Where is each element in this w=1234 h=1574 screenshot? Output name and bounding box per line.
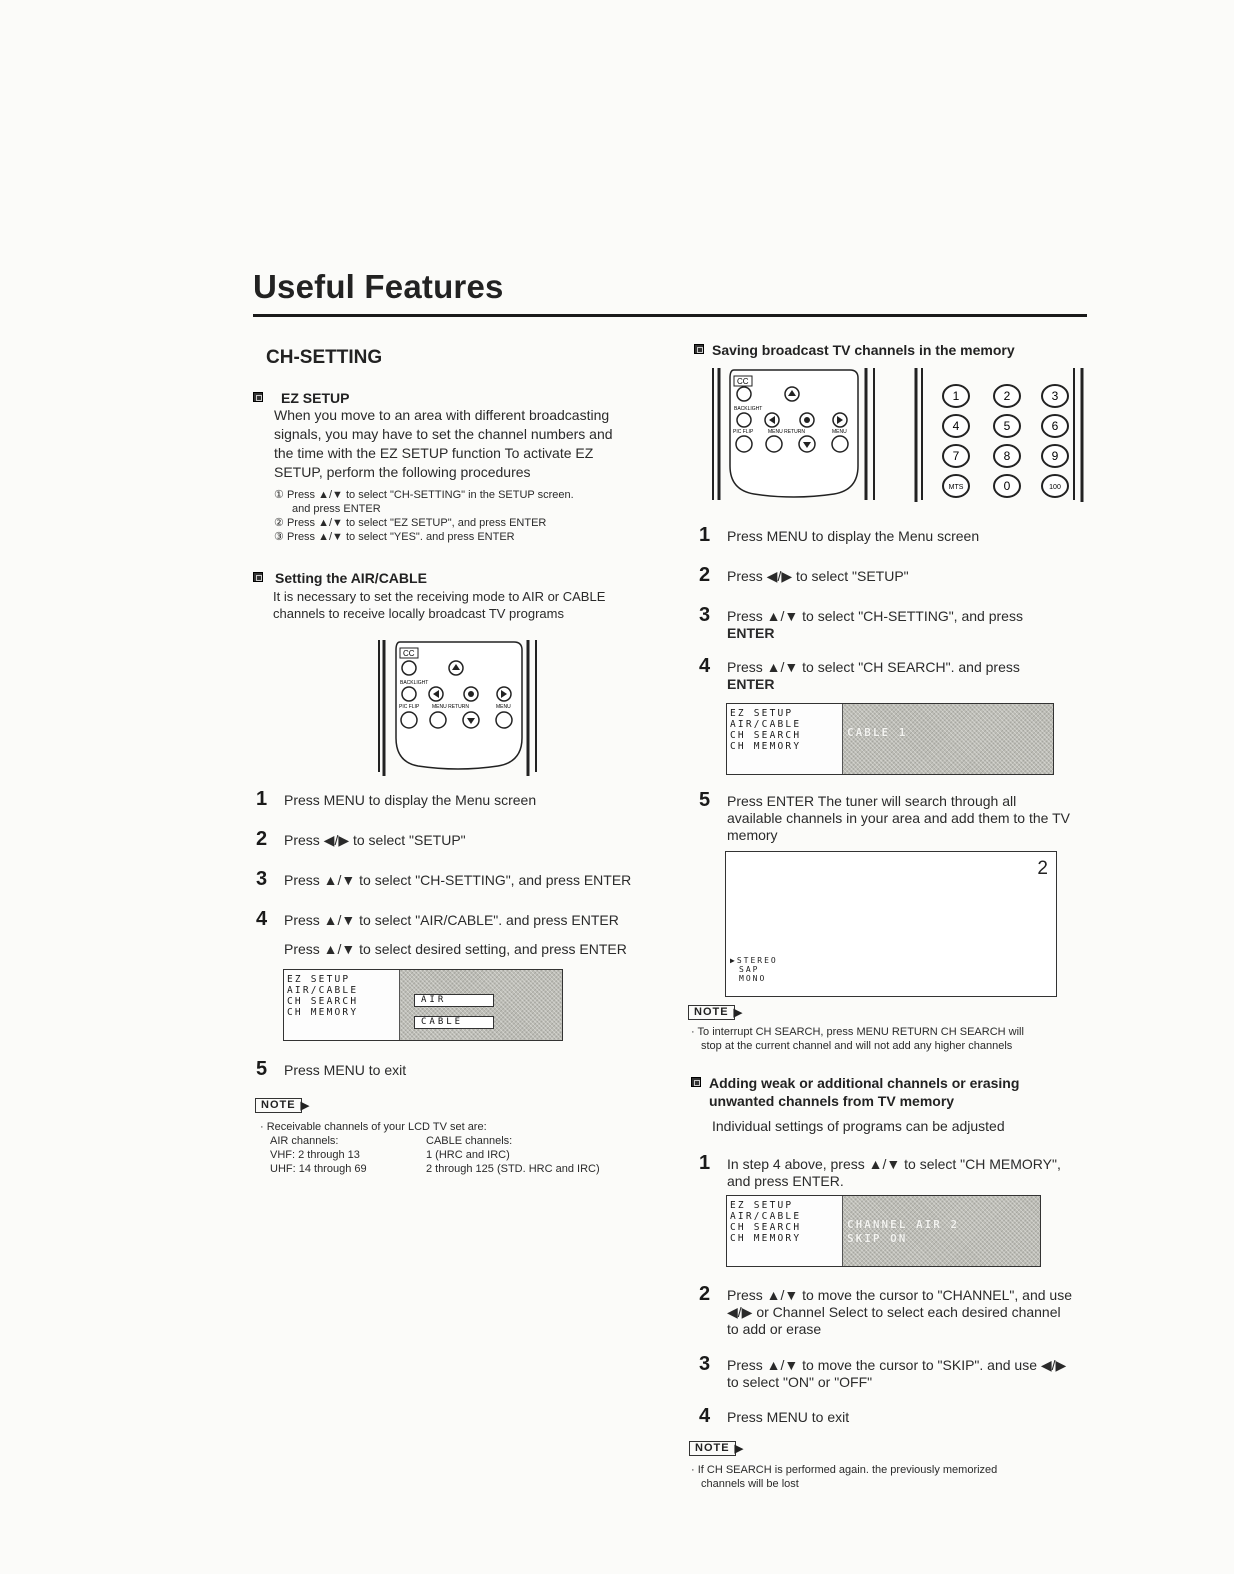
step-item: 3 Press ▲/▼ to select "CH-SETTING", and press ENTER [699,604,1023,641]
step-item: 5 Press ENTER The tuner will search through all available channels in your area and add them to the TV memory [699,789,1070,843]
step-item: 1 In step 4 above, press ▲/▼ to select "CH MEMORY", and press ENTER. [699,1152,1061,1189]
pic-flip-label: PIC FLIP [399,704,420,710]
substep-3: ③ Press ▲/▼ to select "YES". and press ENTER [274,531,515,543]
air-cable-heading: Setting the AIR/CABLE [253,569,427,587]
step-item: 1 Press MENU to display the Menu screen [256,788,537,810]
audio-mode-list: ▶STEREO SAP MONO [730,956,778,983]
ez-setup-body: When you move to an area with different broadcasting signals, you may have to set the channel numbers and the time with the EZ SETUP function To activate EZ SETUP, perform the following procedures [274,407,613,480]
key-2: 2 [1003,389,1011,403]
cc-label: CC [403,649,415,658]
osd-ghost-skip: SKIP ON [847,1232,908,1245]
step-item: 4 Press ▲/▼ to select "CH SEARCH". and press ENTER [699,655,1020,692]
osd-option-air: AIR [414,994,494,1007]
osd-air-cable [283,969,563,1041]
step-item: 2 Press ◀/▶ to select "SETUP" [256,828,466,850]
svg-text:MENU RETURN: MENU RETURN [768,429,805,435]
menu-label: MENU [496,704,511,710]
receivable-channels-note: · Receivable channels of your LCD TV set are: AIR channels: CABLE channels: VHF: 2 through 13 1 (HRC and IRC) UHF: 14 through 69 2 through 125 (STD. HRC and IRC) [260,1121,600,1175]
ch-search-note: · To interrupt CH SEARCH, press MENU RETURN CH SEARCH will stop at the current channel and will not add any higher channels [691,1026,1024,1052]
menu-return-label: MENU RETURN [432,704,469,710]
key-mts: MTS [948,484,964,491]
svg-text:CC: CC [737,377,749,386]
ch-memory-note: · If CH SEARCH is performed again. the previously memorized channels will be lost [691,1464,998,1490]
square-bullet-icon [694,344,704,354]
key-8: 8 [1003,449,1011,463]
step-item: 2 Press ▲/▼ to move the cursor to "CHANNEL", and use ◀/▶ or Channel Select to select each desired channel to add or erase [699,1283,1073,1337]
saving-steps [699,524,1099,693]
osd-ch-memory [726,1195,1041,1267]
key-5: 5 [1003,419,1011,433]
key-3: 3 [1051,389,1059,403]
key-7: 7 [952,449,960,463]
title-rule [253,314,1087,317]
step-item: 5 Press MENU to exit [256,1058,407,1080]
osd-ch-search [726,703,1054,775]
step-item: 4 Press MENU to exit [699,1405,850,1427]
svg-text:PIC FLIP: PIC FLIP [733,429,754,435]
ez-setup-substeps: ① Press ▲/▼ to select "CH-SETTING" in the SETUP screen. and press ENTER ② Press ▲/▼ to select "EZ SETUP", and press ENTER ③ Press ▲/▼ to select "YES". and press ENTER [274,488,694,544]
ez-setup-heading: EZ SETUP [253,389,349,407]
backlight-label: BACKLIGHT [400,680,429,686]
keypad-illustration [912,366,1092,506]
key-100: 100 [1049,484,1061,491]
key-6: 6 [1051,419,1059,433]
svg-text:BACKLIGHT: BACKLIGHT [734,406,763,412]
key-9: 9 [1051,449,1059,463]
step-item: 1 Press MENU to display the Menu screen [699,524,980,546]
osd-ghost-channel: CHANNEL AIR 2 [847,1218,960,1231]
osd-menu-list: EZ SETUP AIR/CABLE CH SEARCH CH MEMORY [284,970,400,1040]
substep-2: ② Press ▲/▼ to select "EZ SETUP", and press ENTER [274,517,547,529]
cc-button [402,661,416,675]
ch-setting-heading: CH-SETTING [266,347,383,368]
step-item: 3 Press ▲/▼ to move the cursor to "SKIP". and use ◀/▶ to select "ON" or "OFF" [699,1353,1067,1390]
square-bullet-icon [253,392,263,402]
note-label: NOTE ▶ [255,1098,310,1113]
osd-menu-list: EZ SETUP AIR/CABLE CH SEARCH CH MEMORY [727,704,843,774]
page-title: Useful Features [253,268,504,305]
osd-option-cable: CABLE [414,1016,494,1029]
adding-heading: Adding weak or additional channels or erasing unwanted channels from TV memory [691,1074,1019,1110]
key-4: 4 [952,419,960,433]
remote-control-illustration [710,366,880,502]
adding-intro: Individual settings of programs can be adjusted [712,1118,1005,1134]
tv-screen-illustration [725,851,1057,997]
step-item: 4 Press ▲/▼ to select "AIR/CABLE". and press ENTER Press ▲/▼ to select desired setting, and press ENTER [256,908,627,957]
svg-text:MENU: MENU [832,429,847,435]
square-bullet-icon [253,572,263,582]
adding-steps [699,1283,1119,1428]
note-label: NOTE ▶ [688,1005,743,1020]
saving-heading: Saving broadcast TV channels in the memory [694,341,1015,359]
osd-ghost-text: CABLE 1 [847,726,908,739]
key-1: 1 [952,389,960,403]
note-label: NOTE ▶ [689,1441,744,1456]
key-0: 0 [1003,479,1011,493]
channel-number: 2 [1037,858,1048,879]
air-cable-body: It is necessary to set the receiving mode to AIR or CABLE channels to receive locally broadcast TV programs [273,589,606,621]
substep-1: ① Press ▲/▼ to select "CH-SETTING" in the SETUP screen. [274,489,574,501]
osd-menu-list: EZ SETUP AIR/CABLE CH SEARCH CH MEMORY [727,1196,843,1266]
air-cable-steps [256,788,676,958]
step-item: 2 Press ◀/▶ to select "SETUP" [699,564,909,586]
remote-control-illustration [376,638,542,778]
step-item: 3 Press ▲/▼ to select "CH-SETTING", and press ENTER [256,868,632,890]
square-bullet-icon [691,1077,701,1087]
